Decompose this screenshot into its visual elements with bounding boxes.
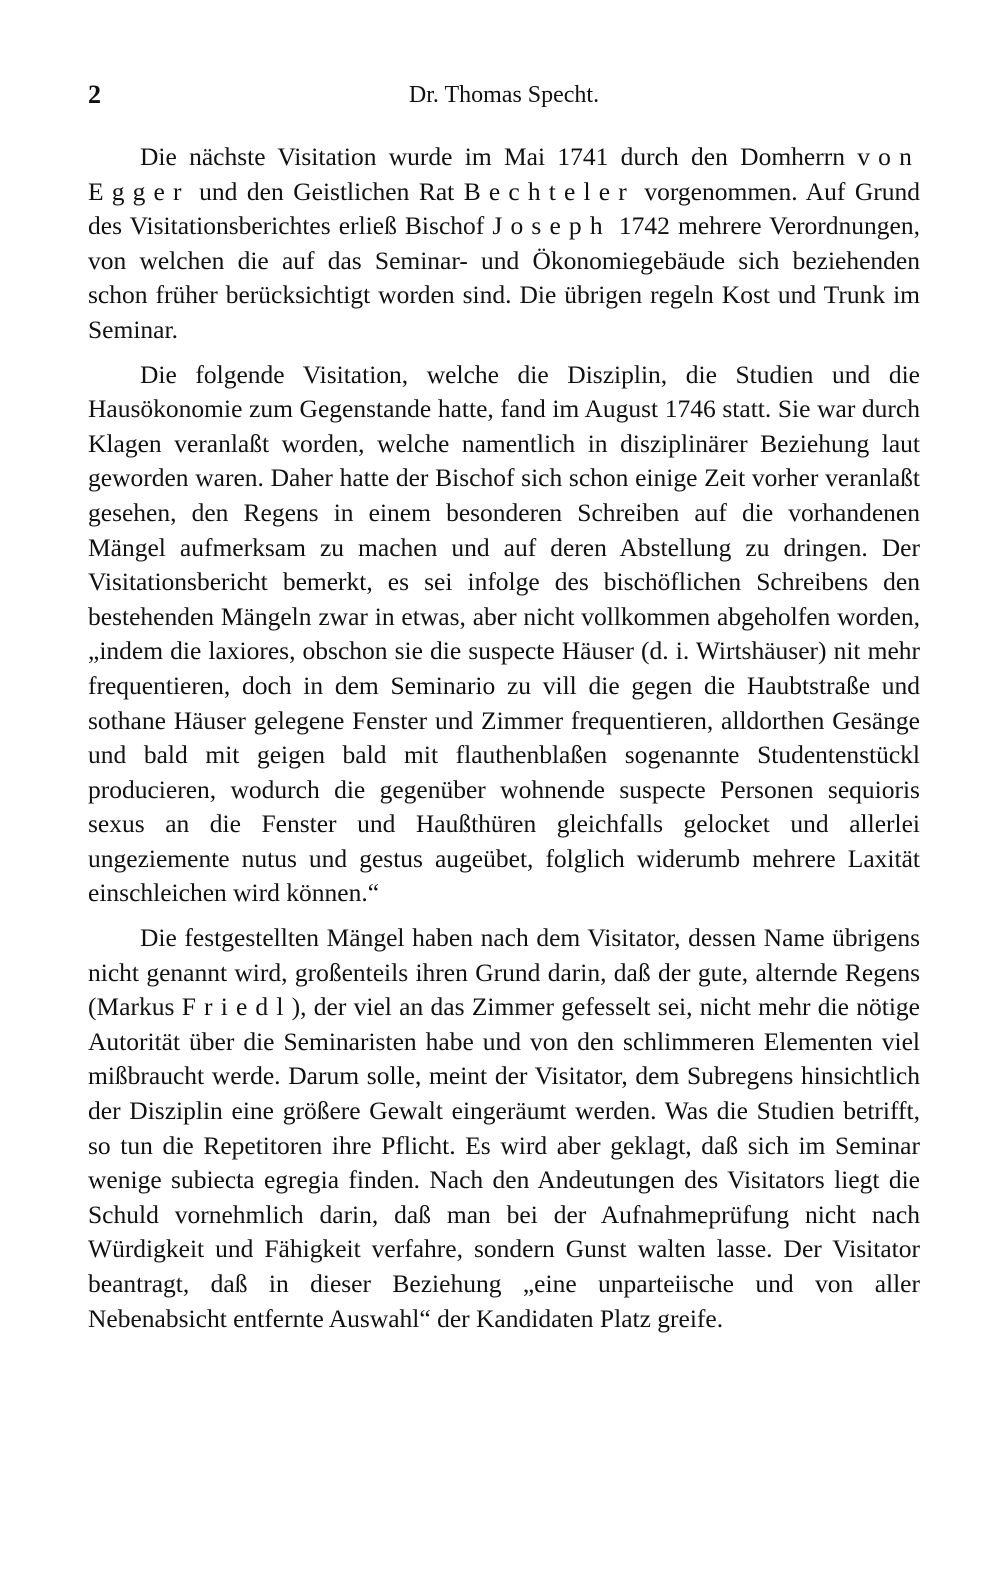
page-header: [88, 70, 920, 114]
paragraph-1-text-2: und den Geistlichen Rat: [189, 176, 464, 206]
page-number: 2: [88, 80, 101, 109]
paragraph-2: Die folgende Visitation, welche die Disziplin, die Studien und die Hausökonomie zum Gegenstande hatte, fand im August 1746 statt. Sie war durch Klagen veranlaßt worden, welche namentlich in disziplinärer Beziehung laut geworden waren. Daher hatte der Bischof sich schon einige Zeit vorher veranlaßt gesehen, den Regens in einem besonderen Schreiben auf die vorhandenen Mängel aufmerksam zu machen und auf deren Abstellung zu dringen. Der Visitationsbericht bemerkt, es sei infolge des bischöflichen Schreibens den bestehenden Mängeln zwar in etwas, aber nicht vollkommen abgeholfen worden, „indem die laxiores, obschon sie die suspecte Häuser (d. i. Wirtshäuser) nit mehr frequentieren, doch in dem Seminario zu vill die gegen die Haubtstraße und sothane Häuser gelegene Fenster und Zimmer frequentieren, alldorthen Gesänge und bald mit geigen bald mit flauthenblaßen sogenannte Studentenstückl producieren, wodurch die gegenüber wohnende suspecte Personen sequioris sexus an die Fenster und Haußthüren gleichfalls gelocket und allerlei ungeziemente nutus und gestus augeübet, folglich widerumb mehrere Laxität einschleichen wird können.“: [88, 359, 920, 908]
paragraph-3-text-2: ), der viel an das Zimmer gefesselt sei, nicht mehr die nötige Autorität über die Seminaristen habe und von den schlimmeren Elementen viel mißbraucht werde. Darum solle, meint der Visitator, dem Subregens hinsichtlich der Disziplin eine größere Gewalt eingeräumt werden. Was die Studien betrifft, so tun die Repetitoren ihre Pflicht. Es wird aber geklagt, daß sich im Seminar wenige subiecta egregia finden. Nach den Andeutungen des Visitators liegt die Schuld vornehmlich darin, daß man bei der Aufnahmeprüfung nicht nach Würdigkeit und Fähigkeit verfahre, sondern Gunst walten lasse. Der Visitator beantragt, daß in dieser Beziehung „eine unparteiische und von aller Nebenabsicht entfernte Auswahl“ der Kandidaten Platz greife.: [88, 992, 920, 1333]
spaced-name-friedl: Friedl: [181, 992, 292, 1022]
body-text: [88, 140, 920, 1336]
paragraph-1: [88, 140, 920, 348]
spaced-name-joseph: Joseph: [492, 211, 611, 241]
paragraph-3: [88, 921, 920, 1336]
paragraph-3-text-1: Die festgestellten Mängel haben nach dem Visitator, dessen Name übrigens nicht genannt wird, großenteils ihren Grund darin, daß der gute, alternde Regens (Markus: [88, 923, 920, 1022]
spaced-name-egger: von Egger: [88, 142, 920, 206]
paragraph-1-text-1: Die nächste Visitation wurde im Mai 1741 durch den Domherrn: [140, 142, 858, 171]
running-title: Dr. Thomas Specht.: [408, 82, 600, 108]
spaced-name-bechteler: Bechteler: [463, 176, 635, 206]
book-page: [88, 70, 920, 1346]
paragraph-1-text-3: vorgenommen. Auf Grund des Visitationsberichtes erließ Bischof: [88, 176, 920, 241]
paragraph-1-text-4: 1742 mehrere Verordnungen, von welchen die auf das Seminar- und Ökonomiegebäude sich beziehenden schon früher berücksichtigt worden sind. Die übrigen regeln Kost und Trunk im Seminar.: [88, 211, 920, 344]
